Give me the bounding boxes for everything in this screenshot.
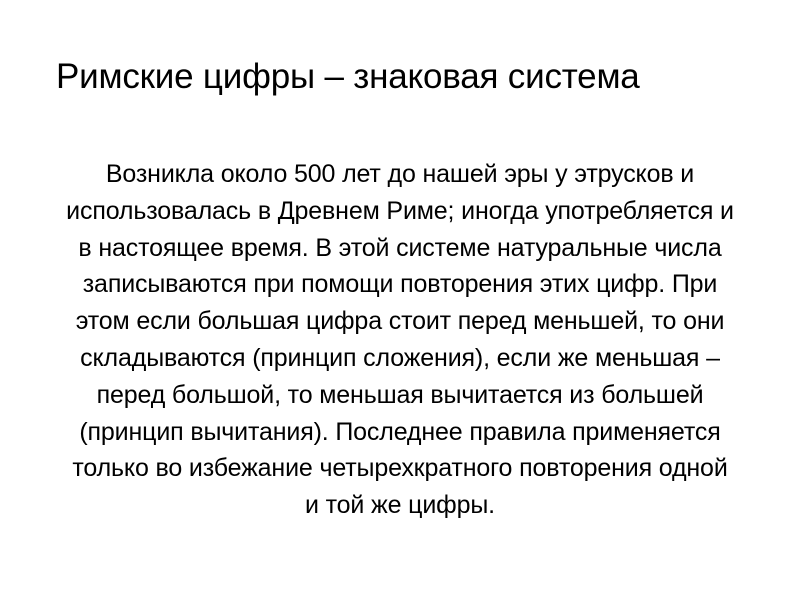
body-line: использовалась в Древнем Риме; иногда употребляется и — [66, 196, 734, 225]
body-line: этом если большая цифра стоит перед меньшей, то они — [75, 307, 725, 336]
body-line: Возникла около 500 лет до нашей эры у этрусков и — [105, 160, 695, 188]
body-line: в настоящее время. В этой системе натуральные числа — [78, 233, 722, 262]
body-line: только во избежание четырехкратного повторения одной — [72, 454, 728, 483]
body-line: перед большой, то меньшая вычитается из большей — [96, 380, 704, 409]
body-line: записываются при помощи повторения этих цифр. При — [82, 270, 718, 299]
body-line: складываются (принцип сложения), если же меньшая – — [80, 343, 720, 372]
slide-title: Римские цифры – знаковая система — [56, 57, 640, 96]
body-line: (принцип вычитания). Последнее правила применяется — [79, 417, 721, 446]
body-line: и той же цифры. — [305, 491, 495, 520]
slide-body-text — [18, 156, 782, 524]
